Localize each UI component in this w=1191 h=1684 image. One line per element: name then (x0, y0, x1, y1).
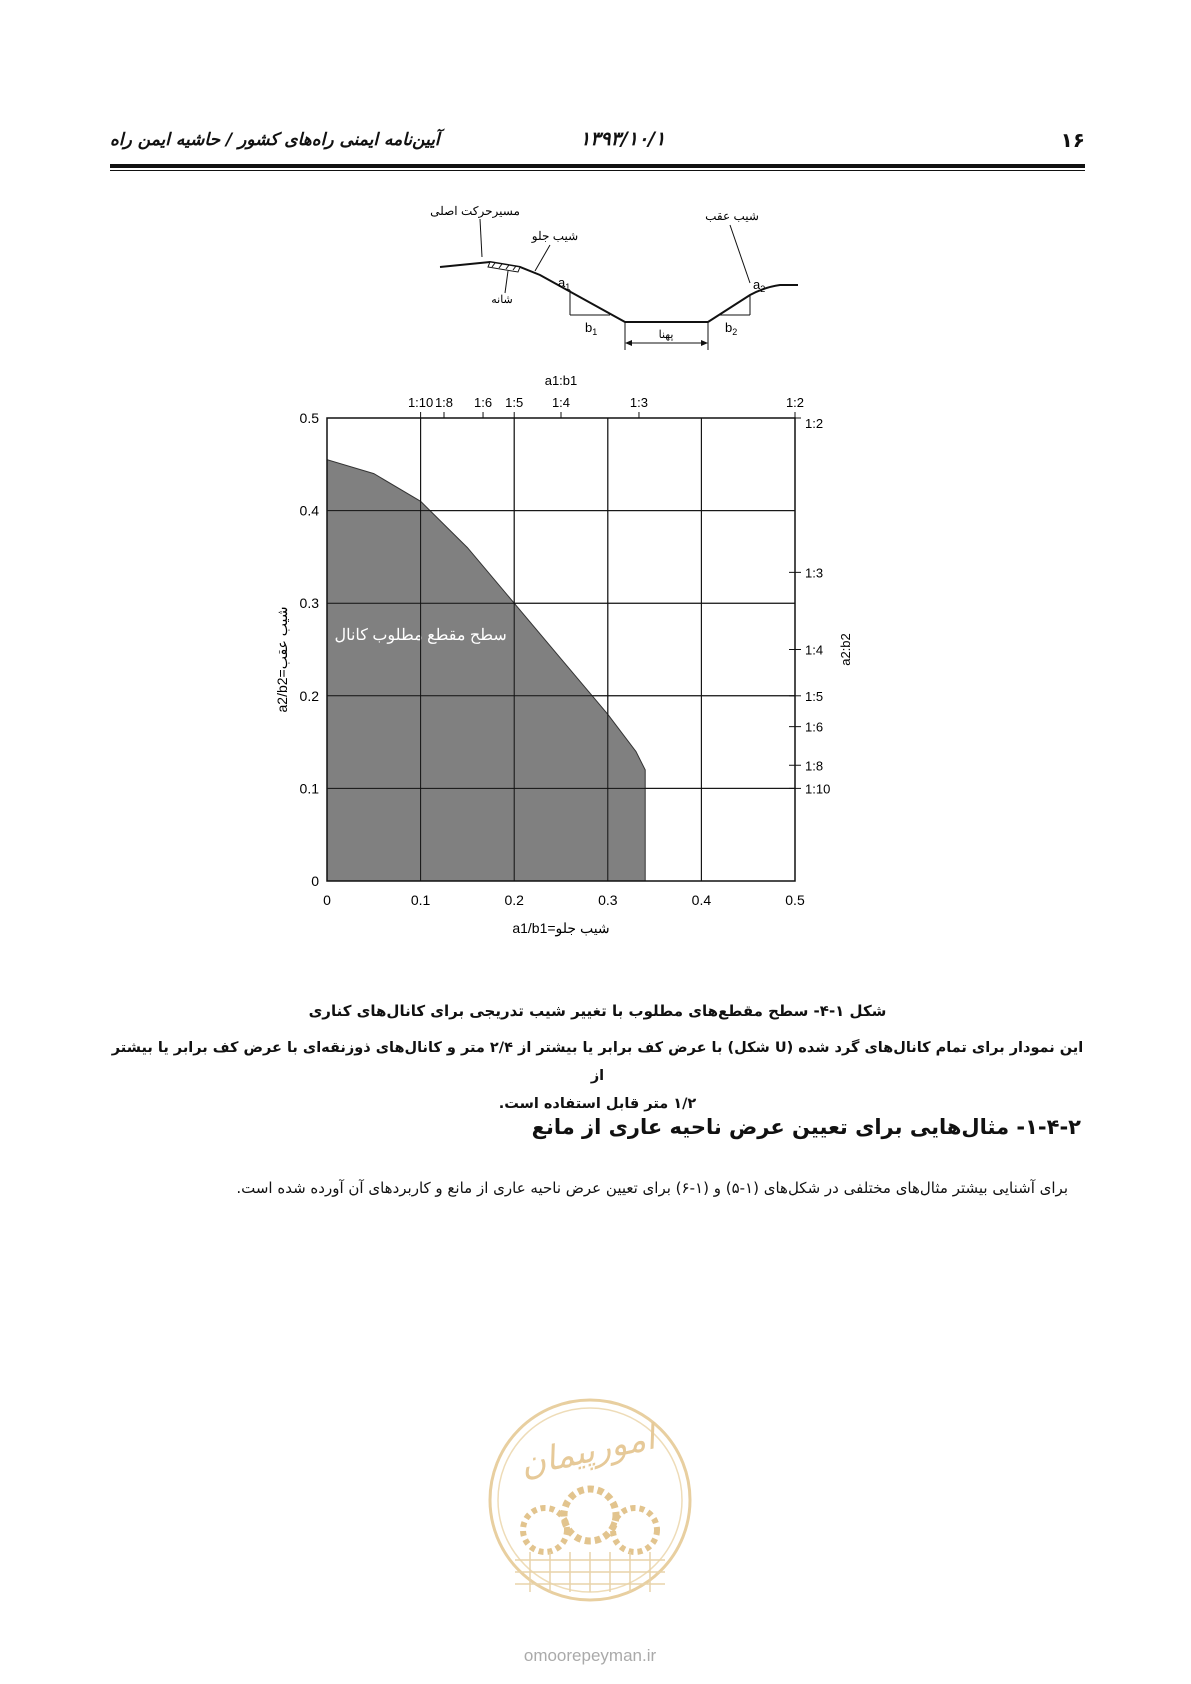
right-tick-label-4: 1:6 (805, 719, 824, 735)
b1-subscript: 1 (592, 327, 598, 337)
x-axis-label: a1/b1=شیب جلو (512, 920, 610, 936)
main-path-label: مسیرحرکت اصلی (430, 204, 520, 218)
a2-subscript: 2 (760, 284, 766, 294)
right-tick-label-0: 1:2 (805, 416, 824, 431)
region-label: سطح مقطع مطلوب کانال (334, 627, 507, 645)
x-tick-label-4: 0.4 (691, 892, 712, 908)
right-tick-label-3: 1:5 (805, 688, 824, 704)
header-rule (110, 164, 1085, 168)
svg-text:b1 (585, 320, 597, 337)
y-tick-label-1: 0.1 (299, 780, 319, 797)
section-paragraph: برای آشنایی بیشتر مثال‌های مختلفی در شکل‌های (۱-۵) و (۱-۶) برای تعیین عرض ناحیه عاری از مانع و کاربردهای آن آورده شده است. (236, 1179, 1068, 1197)
figure-note-line-2: ۱/۲ متر قابل استفاده است. (498, 1096, 697, 1112)
y-tick-label-2: 0.2 (299, 687, 319, 704)
top-tick-label-5: 1:3 (629, 395, 649, 410)
header-title: آیین‌نامه ایمنی راه‌های کشور / حاشیه ایمن راه (110, 130, 440, 150)
width-label: پهنا (658, 329, 674, 341)
channel-cross-section-diagram (420, 205, 820, 355)
a1-label: a (558, 275, 566, 290)
right-tick-label-6: 1:10 (805, 781, 831, 797)
desired-section-region (327, 460, 645, 881)
channel-slope-chart (270, 373, 930, 1015)
chart-title: a1:b1 (544, 373, 578, 388)
top-tick-label-3: 1:5 (505, 395, 524, 410)
top-tick-label-1: 1:8 (434, 395, 454, 410)
figure-caption: شکل ۱-۴- سطح مقطع‌های مطلوب با تغییر شیب تدریجی برای کانال‌های کناری (308, 1002, 887, 1020)
svg-text:a2 (753, 277, 765, 294)
y-tick-label-5: 0.5 (299, 410, 319, 426)
section-title: ۱-۴-۲- مثال‌هایی برای تعیین عرض ناحیه عاری از مانع (531, 1115, 1081, 1139)
x-tick-label-3: 0.3 (598, 892, 618, 908)
a1-subscript: 1 (565, 282, 571, 292)
header-date: ۱۳۹۳/۱۰/۱ (580, 128, 666, 150)
y-axis-label: a2/b2=شیب عقب (274, 606, 290, 713)
right-tick-label-2: 1:4 (805, 642, 824, 658)
x-tick-label-0: 0 (323, 892, 331, 908)
ground-profile (440, 262, 798, 322)
right-tick-label-1: 1:3 (805, 565, 824, 581)
figure-note (110, 1034, 1085, 1118)
watermark-url: omoorepeyman.ir (523, 1646, 657, 1665)
y-tick-label-0: 0 (311, 873, 319, 889)
y-tick-label-4: 0.4 (299, 502, 319, 519)
x-tick-label-5: 0.5 (785, 892, 805, 908)
watermark-logo-icon (470, 1380, 710, 1680)
b2-label: b (725, 320, 733, 335)
shoulder-label: شانه (491, 294, 513, 306)
top-tick-label-6: 1:2 (785, 395, 805, 410)
watermark-brand: امورپیمان (517, 1418, 659, 1485)
b2-subscript: 2 (732, 327, 738, 337)
x-tick-label-1: 0.1 (410, 892, 431, 908)
header-rule-thin (110, 170, 1085, 171)
back-slope-label: شیب عقب (705, 209, 759, 223)
top-tick-label-2: 1:6 (473, 395, 493, 410)
svg-text:a1 (558, 275, 570, 292)
right-tick-label-5: 1:8 (805, 758, 824, 774)
top-tick-label-0: 1:10 (407, 395, 434, 410)
front-slope-label: شیب جلو (531, 229, 579, 243)
page-number: ۱۶ (1060, 128, 1085, 152)
y-tick-label-3: 0.3 (299, 595, 319, 612)
b1-label: b (585, 320, 593, 335)
page-header (110, 128, 1085, 158)
svg-text:b2 (725, 320, 737, 337)
a2-label: a (753, 277, 761, 292)
figure-note-line-1: این نمودار برای تمام کانال‌های گرد شده (U شکل) با عرض کف برابر یا بیشتر از ۲/۴ متر و کانال‌های ذوزنقه‌ای با عرض کف برابر یا بیشتر از (111, 1040, 1084, 1084)
x-tick-label-2: 0.2 (504, 892, 524, 908)
right-axis-label: a2:b2 (838, 633, 853, 666)
top-tick-label-4: 1:4 (551, 395, 571, 410)
